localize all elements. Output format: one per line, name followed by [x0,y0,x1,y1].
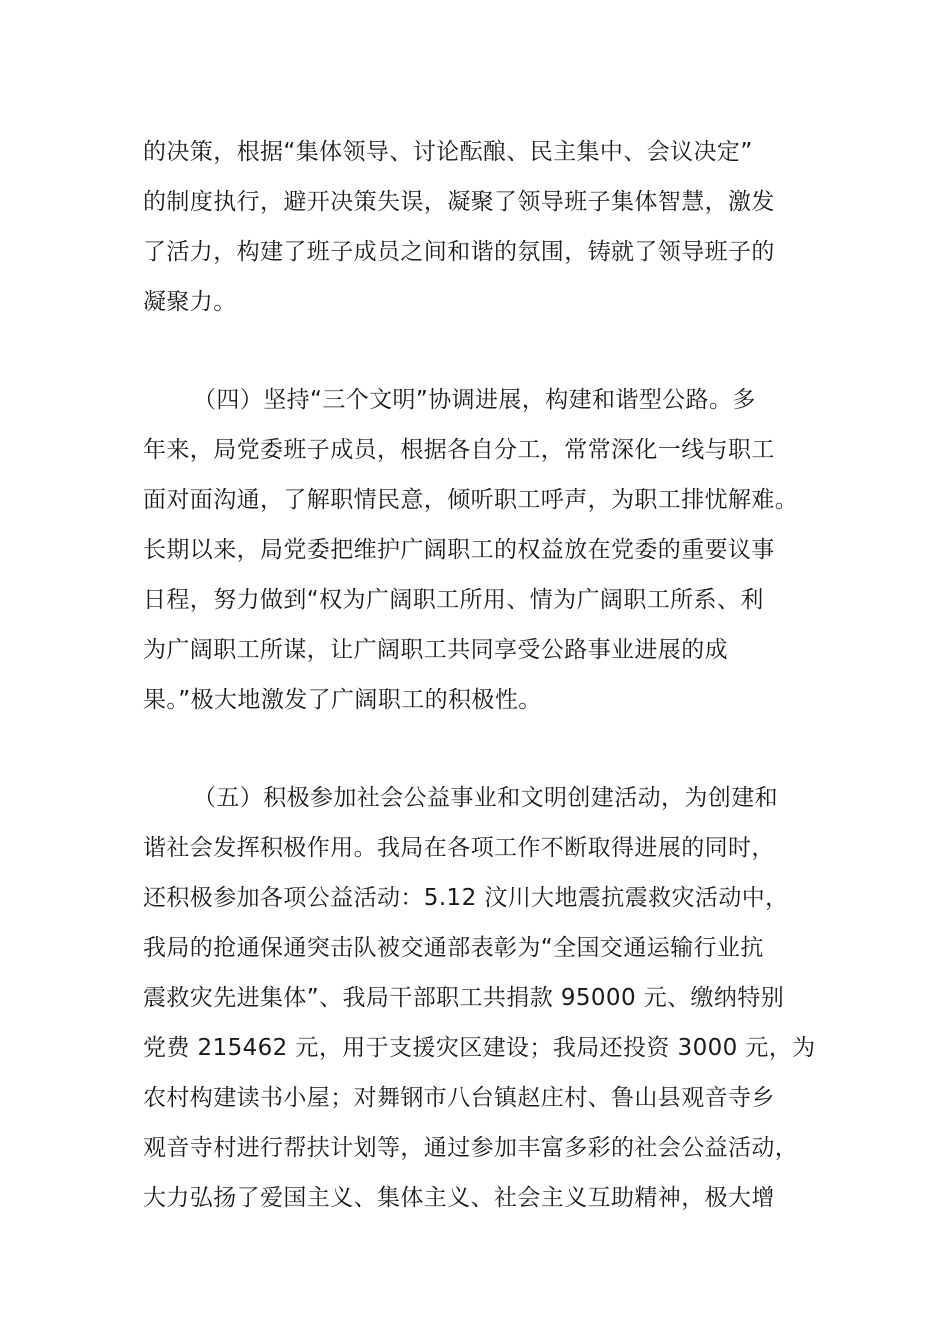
paragraph-3-line-3: 还积极参加各项公益活动：5.12 汶川大地震抗震救灾活动中， [143,885,789,911]
paragraph-2-line-3: 面对面沟通，了解职情民意，倾听职工呼声，为职工排忧解难。 [143,487,799,513]
paragraph-2-line-6: 为广阔职工所谋，让广阔职工共同享受公路事业进展的成 [143,637,728,663]
paragraph-1-line-4: 凝聚力。 [143,289,237,315]
paragraph-1-line-1: 的决策，根据“集体领导、讨论酝酿、民主集中、会议决定” [143,139,753,165]
paragraph-1-line-2: 的制度执行，避开决策失误，凝聚了领导班子集体智慧，激发 [143,189,775,215]
paragraph-3-line-9: 大力弘扬了爱国主义、集体主义、社会主义互助精神，极大增 [143,1185,775,1211]
paragraph-3-line-6: 党费 215462 元，用于支援灾区建设；我局还投资 3000 元，为 [143,1035,816,1061]
paragraph-1-line-3: 了活力，构建了班子成员之间和谐的氛围，铸就了领导班子的 [143,239,775,265]
paragraph-3-line-5: 震救灾先进集体”、我局干部职工共捐款 95000 元、缴纳特别 [143,985,785,1011]
paragraph-3-line-2: 谐社会发挥积极作用。我局在各项工作不断取得进展的同时， [143,835,775,861]
paragraph-3-line-7: 农村构建读书小屋；对舞钢市八台镇赵庄村、鲁山县观音寺乡 [143,1085,775,1111]
paragraph-3-line-4: 我局的抢通保通突击队被交通部表彰为“全国交通运输行业抗 [143,935,764,961]
paragraph-3-line-1: （五）积极参加社会公益事业和文明创建活动，为创建和 [193,785,778,811]
paragraph-2-line-1: （四）坚持“三个文明”协调进展，构建和谐型公路。多 [193,387,756,413]
paragraph-2-line-4: 长期以来，局党委把维护广阔职工的权益放在党委的重要议事 [143,537,775,563]
paragraph-2-line-2: 年来，局党委班子成员，根据各自分工，常常深化一线与职工 [143,437,775,463]
paragraph-2-line-5: 日程，努力做到“权为广阔职工所用、情为广阔职工所系、利 [143,587,764,613]
paragraph-2-line-7: 果。”极大地激发了广阔职工的积极性。 [143,687,542,713]
paragraph-3-line-8: 观音寺村进行帮扶计划等，通过参加丰富多彩的社会公益活动， [143,1135,799,1161]
